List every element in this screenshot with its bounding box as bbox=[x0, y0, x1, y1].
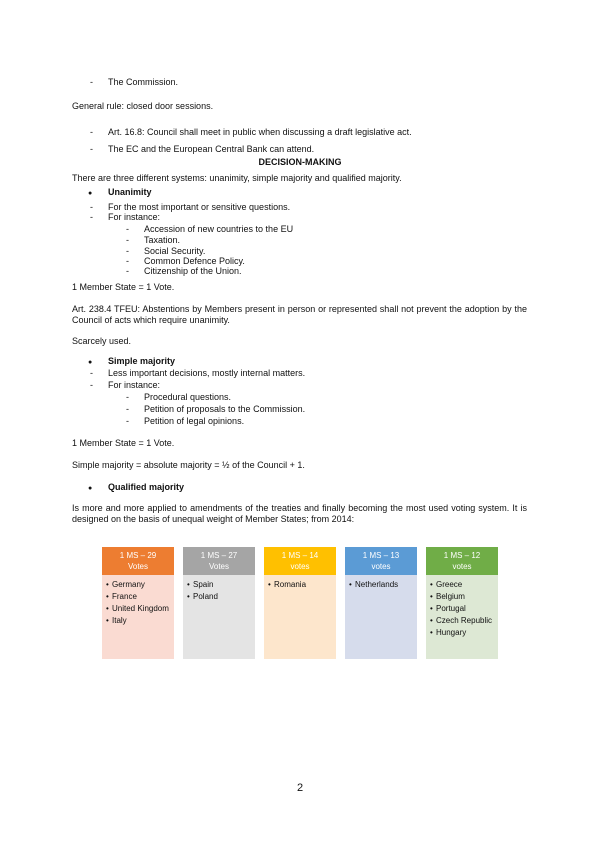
votes-label: votes bbox=[452, 562, 472, 571]
for-instance-item: - For instance: bbox=[108, 212, 160, 223]
unanimity-sub-item: - Social Security. bbox=[144, 246, 205, 257]
vote-weight-label: 1 MS – 14 bbox=[281, 551, 319, 560]
for-instance-item: - For instance: bbox=[108, 380, 160, 391]
votes-label: Votes bbox=[208, 562, 229, 571]
vote-column-body bbox=[183, 575, 255, 659]
page-number: 2 bbox=[296, 782, 304, 794]
vote-column bbox=[102, 547, 174, 659]
general-rule: General rule: closed door sessions. bbox=[72, 101, 214, 111]
vote-column bbox=[426, 547, 498, 659]
vote-column-body bbox=[102, 575, 174, 659]
member-state-item: • Greece bbox=[430, 579, 494, 591]
simple-sub-item: - Petition of legal opinions. bbox=[144, 416, 244, 427]
unanimity-sub-item: - Accession of new countries to the EU bbox=[144, 224, 293, 235]
simple-majority-formula: Simple majority = absolute majority = ½ of the Council + 1. bbox=[72, 460, 305, 470]
ec-ecb-item: - The EC and the European Central Bank can attend. bbox=[108, 144, 314, 155]
vote-column-header bbox=[102, 547, 174, 575]
member-state-item: • Belgium bbox=[430, 591, 494, 603]
commission-item: - The Commission. bbox=[108, 77, 178, 88]
member-state-item: • Hungary bbox=[430, 627, 494, 639]
qualified-majority-heading: ● Qualified majority bbox=[108, 482, 184, 493]
member-state-item: • Spain bbox=[187, 579, 251, 591]
vote-column bbox=[183, 547, 255, 659]
member-state-item: • Italy bbox=[106, 615, 170, 627]
vote-column-body bbox=[426, 575, 498, 659]
one-ms-one-vote: 1 Member State = 1 Vote. bbox=[72, 438, 175, 448]
section-heading: DECISION-MAKING bbox=[258, 157, 342, 167]
vote-column bbox=[345, 547, 417, 659]
unanimity-sub-item: - Common Defence Policy. bbox=[144, 256, 245, 267]
unanimity-sub-item: - Taxation. bbox=[144, 235, 180, 246]
vote-column-body bbox=[264, 575, 336, 659]
member-state-item: • Poland bbox=[187, 591, 251, 603]
simple-sub-item: - Procedural questions. bbox=[144, 392, 231, 403]
simple-sub-item: - Petition of proposals to the Commission. bbox=[144, 404, 305, 415]
member-state-item: • France bbox=[106, 591, 170, 603]
votes-label: Votes bbox=[127, 562, 148, 571]
votes-label: votes bbox=[290, 562, 310, 571]
important-item: - For the most important or sensitive questions. bbox=[108, 202, 290, 213]
vote-column-header bbox=[183, 547, 255, 575]
simple-majority-heading: ● Simple majority bbox=[108, 356, 175, 367]
three-systems-text: There are three different systems: unanimity, simple majority and qualified majority. bbox=[72, 173, 402, 183]
art-16-8-item: - Art. 16.8: Council shall meet in public when discussing a draft legislative act. bbox=[108, 127, 412, 138]
member-state-item: • Czech Republic bbox=[430, 615, 494, 627]
less-important-item: - Less important decisions, mostly internal matters. bbox=[108, 368, 305, 379]
member-state-item: • United Kingdom bbox=[106, 603, 170, 615]
scarcely-used: Scarcely used. bbox=[72, 336, 132, 346]
one-ms-one-vote: 1 Member State = 1 Vote. bbox=[72, 282, 175, 292]
member-state-item: • Germany bbox=[106, 579, 170, 591]
member-state-item: • Romania bbox=[268, 579, 332, 591]
votes-label: votes bbox=[371, 562, 391, 571]
qualified-majority-paragraph: Is more and more applied to amendments of the treaties and finally becoming the most used voting system. It is designed on the basis of unequal weight of Member States; from 2014: bbox=[72, 503, 527, 524]
vote-column-header bbox=[345, 547, 417, 575]
unanimity-heading: ● Unanimity bbox=[108, 187, 152, 198]
vote-column-body bbox=[345, 575, 417, 659]
vote-weight-label: 1 MS – 13 bbox=[362, 551, 400, 560]
vote-column-header bbox=[426, 547, 498, 575]
vote-column-header bbox=[264, 547, 336, 575]
vote-weight-label: 1 MS – 12 bbox=[443, 551, 481, 560]
art-238-paragraph: Art. 238.4 TFEU: Abstentions by Members present in person or represented shall not prevent the adoption by the Council of acts which require unanimity. bbox=[72, 304, 527, 325]
member-state-item: • Netherlands bbox=[349, 579, 413, 591]
vote-weight-label: 1 MS – 27 bbox=[200, 551, 238, 560]
vote-column bbox=[264, 547, 336, 659]
member-state-item: • Portugal bbox=[430, 603, 494, 615]
unanimity-sub-item: - Citizenship of the Union. bbox=[144, 266, 242, 277]
vote-weight-label: 1 MS – 29 bbox=[119, 551, 157, 560]
